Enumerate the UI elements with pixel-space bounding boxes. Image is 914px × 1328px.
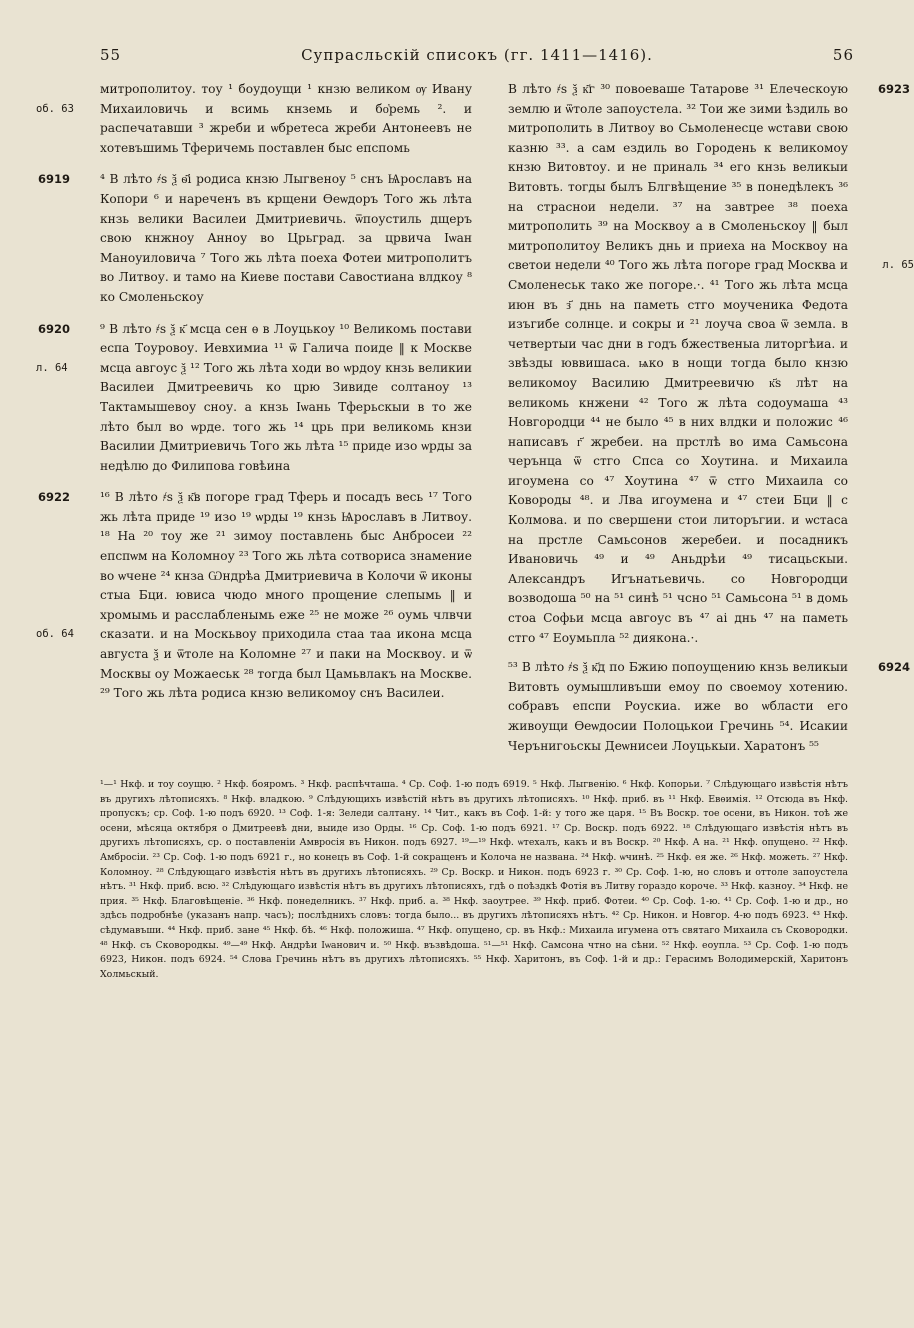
entry-text: ⁴ В лѣто ҂ѕ ѯ ѳ҃і родиса кнзю Лыгвеноу ⁵ снъ Ѩрославъ на Копори ⁶ и нареченъ въ крщени Ѳеѡдоръ Того жь лѣта кнзь велики Василеи Дмитриевичь. ѿпоустиль дщеръ свою кнжноу Анноу во Црьград. за црвича Іѡан Маноуиловича ⁷ Того жь лѣта поеха Фотеи митрополитъ во Литвоу. и тамо на Киеве постави Савостиана влдкоу ⁸ ко Смоленьскоу: [100, 172, 472, 304]
entry-text: митрополитоу. тоу ¹ боудоущи ¹ кнзю великом ѹ Ивану Михаиловичь и всимь кнземь и бо҆ремь ². и распечатавши ³ жреби и ѡбретеса жреби Антонеевъ не хотевъшимь Тферичемь поставлен быс епспомь: [100, 82, 472, 155]
folio-note: л. 64: [36, 361, 68, 374]
margin-year: 6920: [38, 321, 71, 336]
right-column: [508, 80, 914, 766]
page-number-left: 55: [100, 46, 122, 64]
left-column: [36, 80, 472, 716]
folio-note: об. 63: [36, 102, 74, 115]
entry-text: ¹⁶ В лѣто ҂ѕ ѯ к҃в погоре град Тферь и посадъ весь ¹⁷ Того жь лѣта приде ¹⁹ изо ¹⁹ ѡрды ¹⁹ кнзь Ѩрославъ в Литвоу. ¹⁸ На ²⁰ тоу же ²¹ зимоу поставлень быс Анбросеи ²² епспѡм на Коломноу ²³ Того жь лѣта сотвориса знамение во ѡчене ²⁴ кнза Ѡндрѣа Дмитриевича в Колочи ѿ иконы стыа Бци. ювиса чюдо много прощение слепымь ‖ и хромымь и расслабленымь еже ²⁵ не може ²⁶ оумь члвчи сказати. и на Москьвоу приходила стаа таа икона мсца августа ѯ и ѿтоле на Коломне ²⁷ и паки на Москвоу. и ѿ Москвы оу Можаеськ ²⁸ тогда был Цамьвлакъ на Москве. ²⁹ Того жь лѣта родиса кнзю великомоу снъ Василеи.: [100, 490, 472, 701]
page-header: [100, 46, 854, 68]
running-title: Супрасльскій списокъ (гг. 1411—1416).: [301, 46, 653, 64]
chronicle-entry: [36, 320, 472, 477]
footnotes: [100, 778, 848, 982]
footnotes-text: ¹—¹ Нкф. и тоу соущю. ² Нкф. бояромъ. ³ Нкф. распѣчташа. ⁴ Ср. Соф. 1-ю подъ 6919. ⁵ Нкф. Лыгвенію. ⁶ Нкф. Копорьи. ⁷ Слѣдующаго извѣстія нѣтъ въ другихъ лѣтописяхъ. ⁸ Нкф. владкою. ⁹ Слѣдующихъ извѣстій нѣтъ въ другихъ лѣтописяхъ. ¹⁰ Нкф. приб. въ ¹¹ Нкф. Евѳимія. ¹² Отсюда въ Нкф. пропускъ; ср. Соф. 1-ю подъ 6920. ¹³ Соф. 1-я: Зеледи салтану. ¹⁴ Чит., какъ въ Соф. 1-й: у того же царя. ¹⁵ Въ Воскр. тое осени, въ Никон. тоѣ же осени, мѣсяца октября о Дмитреевѣ дни, выиде изо Орды. ¹⁶ Ср. Соф. 1-ю подъ 6921. ¹⁷ Ср. Воскр. подъ 6922. ¹⁸ Слѣдующаго извѣстія нѣтъ въ другихъ лѣтописяхъ, ср. о поставленіи Амвросія въ Никон. подъ 6927. ¹⁹—¹⁹ Нкф. ѡтехалъ, какъ и въ Воскр. ²⁰ Нкф. А на. ²¹ Нкф. опущено. ²² Нкф. Амбросіи. ²³ Ср. Соф. 1-ю подъ 6921 г., но конецъ въ Соф. 1-й сокращенъ и Колоча не названа. ²⁴ Нкф. ѡчинѣ. ²⁵ Нкф. ея же. ²⁶ Нкф. можеть. ²⁷ Нкф. Коломноу. ²⁸ Слѣдующаго извѣстія нѣтъ въ другихъ лѣтописяхъ. ²⁹ Ср. Воскр. и Никон. подъ 6923 г. ³⁰ Ср. Соф. 1-ю, но словъ и оттоле запоустела нѣтъ. ³¹ Нкф. приб. всю. ³² Слѣдующаго извѣстія нѣтъ въ другихъ лѣтописяхъ, гдѣ о поѣздкѣ Фотія въ Литву гораздо короче. ³³ Нкф. казноу. ³⁴ Нкф. не прия. ³⁵ Нкф. Благовѣщеніе. ³⁶ Нкф. понеделникъ. ³⁷ Нкф. приб. а. ³⁸ Нкф. заоутрее. ³⁹ Нкф. приб. Фотеи. ⁴⁰ Ср. Соф. 1-ю. ⁴¹ Ср. Соф. 1-ю и др., но здѣсь подробнѣе (указанъ напр. часъ); послѣднихъ словъ: тогда было... въ другихъ лѣтописяхъ нѣтъ. ⁴² Ср. Никон. и Новгор. 4-ю подъ 6923. ⁴³ Нкф. сѣдумавъши. ⁴⁴ Нкф. приб. зане ⁴⁵ Нкф. бѣ. ⁴⁶ Нкф. положиша. ⁴⁷ Нкф. опущено, ср. въ Нкф.: Михаила игумена отъ святаго Михаила съ Сковородки. ⁴⁸ Нкф. съ Сковородкы. ⁴⁹—⁴⁹ Нкф. Андрѣи Іѡанович и. ⁵⁰ Нкф. възвѣдоша. ⁵¹—⁵¹ Нкф. Самсона чтно на сѣни. ⁵² Нкф. еоупла. ⁵³ Ср. Соф. 1-ю подъ 6923, Никон. подъ 6924. ⁵⁴ Слова Гречинь нѣтъ въ другихъ лѣтописяхъ. ⁵⁵ Нкф. Харитонъ, въ Соф. 1-й и др.: Герасимъ Володимерскій, Харитонъ Холмьскый.: [100, 779, 848, 980]
margin-year: 6919: [38, 172, 71, 187]
chronicle-entry: [38, 170, 472, 307]
entry-text: ⁵³ В лѣто ҂ѕ ѯ к҃д по Бжию попоущению кнзь великыи Витовть оумышливъши емоу по своемоу хотению. собравъ епспи Роускиа. иже во ѡбласти его живоущи Ѳеѡдосии Полоцькои Гречинь ⁵⁴. Исакии Черънигоьскы Деѡнисеи Лоуцькыи. Харатонъ ⁵⁵: [508, 660, 848, 753]
chronicle-entry: [36, 80, 472, 158]
entry-text: ⁹ В лѣто ҂ѕ ѯ к҃ мсца сен ѳ в Лоуцькоу ¹⁰ Великомь постави еспа Тоуровоу. Иевхимиа ¹¹ ѿ Галича поиде ‖ к Москве мсца авгоус ѯ ¹² Того жь лѣта ходи во ѡрдоу кнзь великии Василеи Дмитреевичь ко црю Зивиде солтаноу ¹³ Тактамышевоу сноу. а кнзь Іѡань Тферьскыи в то же лѣто был во ѡрде. того жь ¹⁴ црь при великомь кнзи Василии Дмитриевичь Того жь лѣта ¹⁵ приде изо ѡрды за недѣлю до Филипова говѣина: [100, 321, 472, 473]
chronicle-entry: [508, 658, 910, 756]
margin-year: 6922: [38, 490, 71, 505]
folio-note: л. 65: [882, 259, 914, 272]
chronicle-entry: [36, 488, 472, 704]
chronicle-entry: [508, 80, 914, 648]
folio-note: об. 64: [36, 628, 74, 641]
margin-year: 6924: [877, 660, 910, 675]
margin-year: 6923: [877, 82, 910, 96]
entry-text: В лѣто ҂ѕ ѯ к҃г ³⁰ повоеваше Татарове ³¹ Елеческоую землю и ѿтоле запоустела. ³² Тои же зими ѣздиль во митрополить в Литвоу во Сьмоленесце ѡстави свою казню ³³. а сам ездиль во Городень к великомоу кнзю Витовтоу. и не приналь ³⁴ его кнзь великыи Витовть. тогды былъ Блгвѣщение ³⁵ в понедѣлекъ ³⁶ на страснои недели. ³⁷ на завтрее ³⁸ поеха митрополить ³⁹ на Москвоу а в Смоленьскоу ‖ был митрополитоу Великъ днь и приеха на Москвоу на светои недели ⁴⁰ Того жь лѣта погоре град Москва и Смоленеськ тако же погоре.·. ⁴¹ Того жь лѣта мсца июн въ з҃ днь на паметь стго моученика Федота изъгибе солнце. и сокры и ²¹ лоуча своа ѿ земла. в четвертыи час дни в годъ бжественыа литоргѣиа. и звѣзды юввишаса. ѩко в нощи тогда было кнзю великомоу Василию Дмитреевичю к҃ѕ лѣт на великомь кнжени ⁴² Того ж лѣта содоумаша ⁴³ Новгородци ⁴⁴ не было ⁴⁵ в них влдки и положис ⁴⁶ написавъ г҃ жребеи. на прстлѣ во има Самьсона черънца ѿ стго Спса со Хоутина. и Михаила игоумена со ⁴⁷ Хоутина ⁴⁷ ѿ стго Михаила со Ковороды ⁴⁸. и Лва игоумена и ⁴⁷ стеи Бци ‖ с Колмова. и по свершени стои литоръгии. и ѡстаса на прстле Самьсонов жеребеи. и посадникъ Ивановичь ⁴⁹ и ⁴⁹ Аньдрѣи ⁴⁹ тисацьскыи. Александръ Игънатьевичь. со Новгородци возводоша ⁵⁰ на ⁵¹ синѣ ⁵¹ чсно ⁵¹ Самьсона ⁵¹ в домь стоа Софьи мсца авгоус въ ⁴⁷ аі днь ⁴⁷ на паметь стго ⁴⁷ Еоумьпла ⁵² дияконa.·.: [508, 82, 849, 645]
page-number-right: 56: [832, 46, 854, 64]
